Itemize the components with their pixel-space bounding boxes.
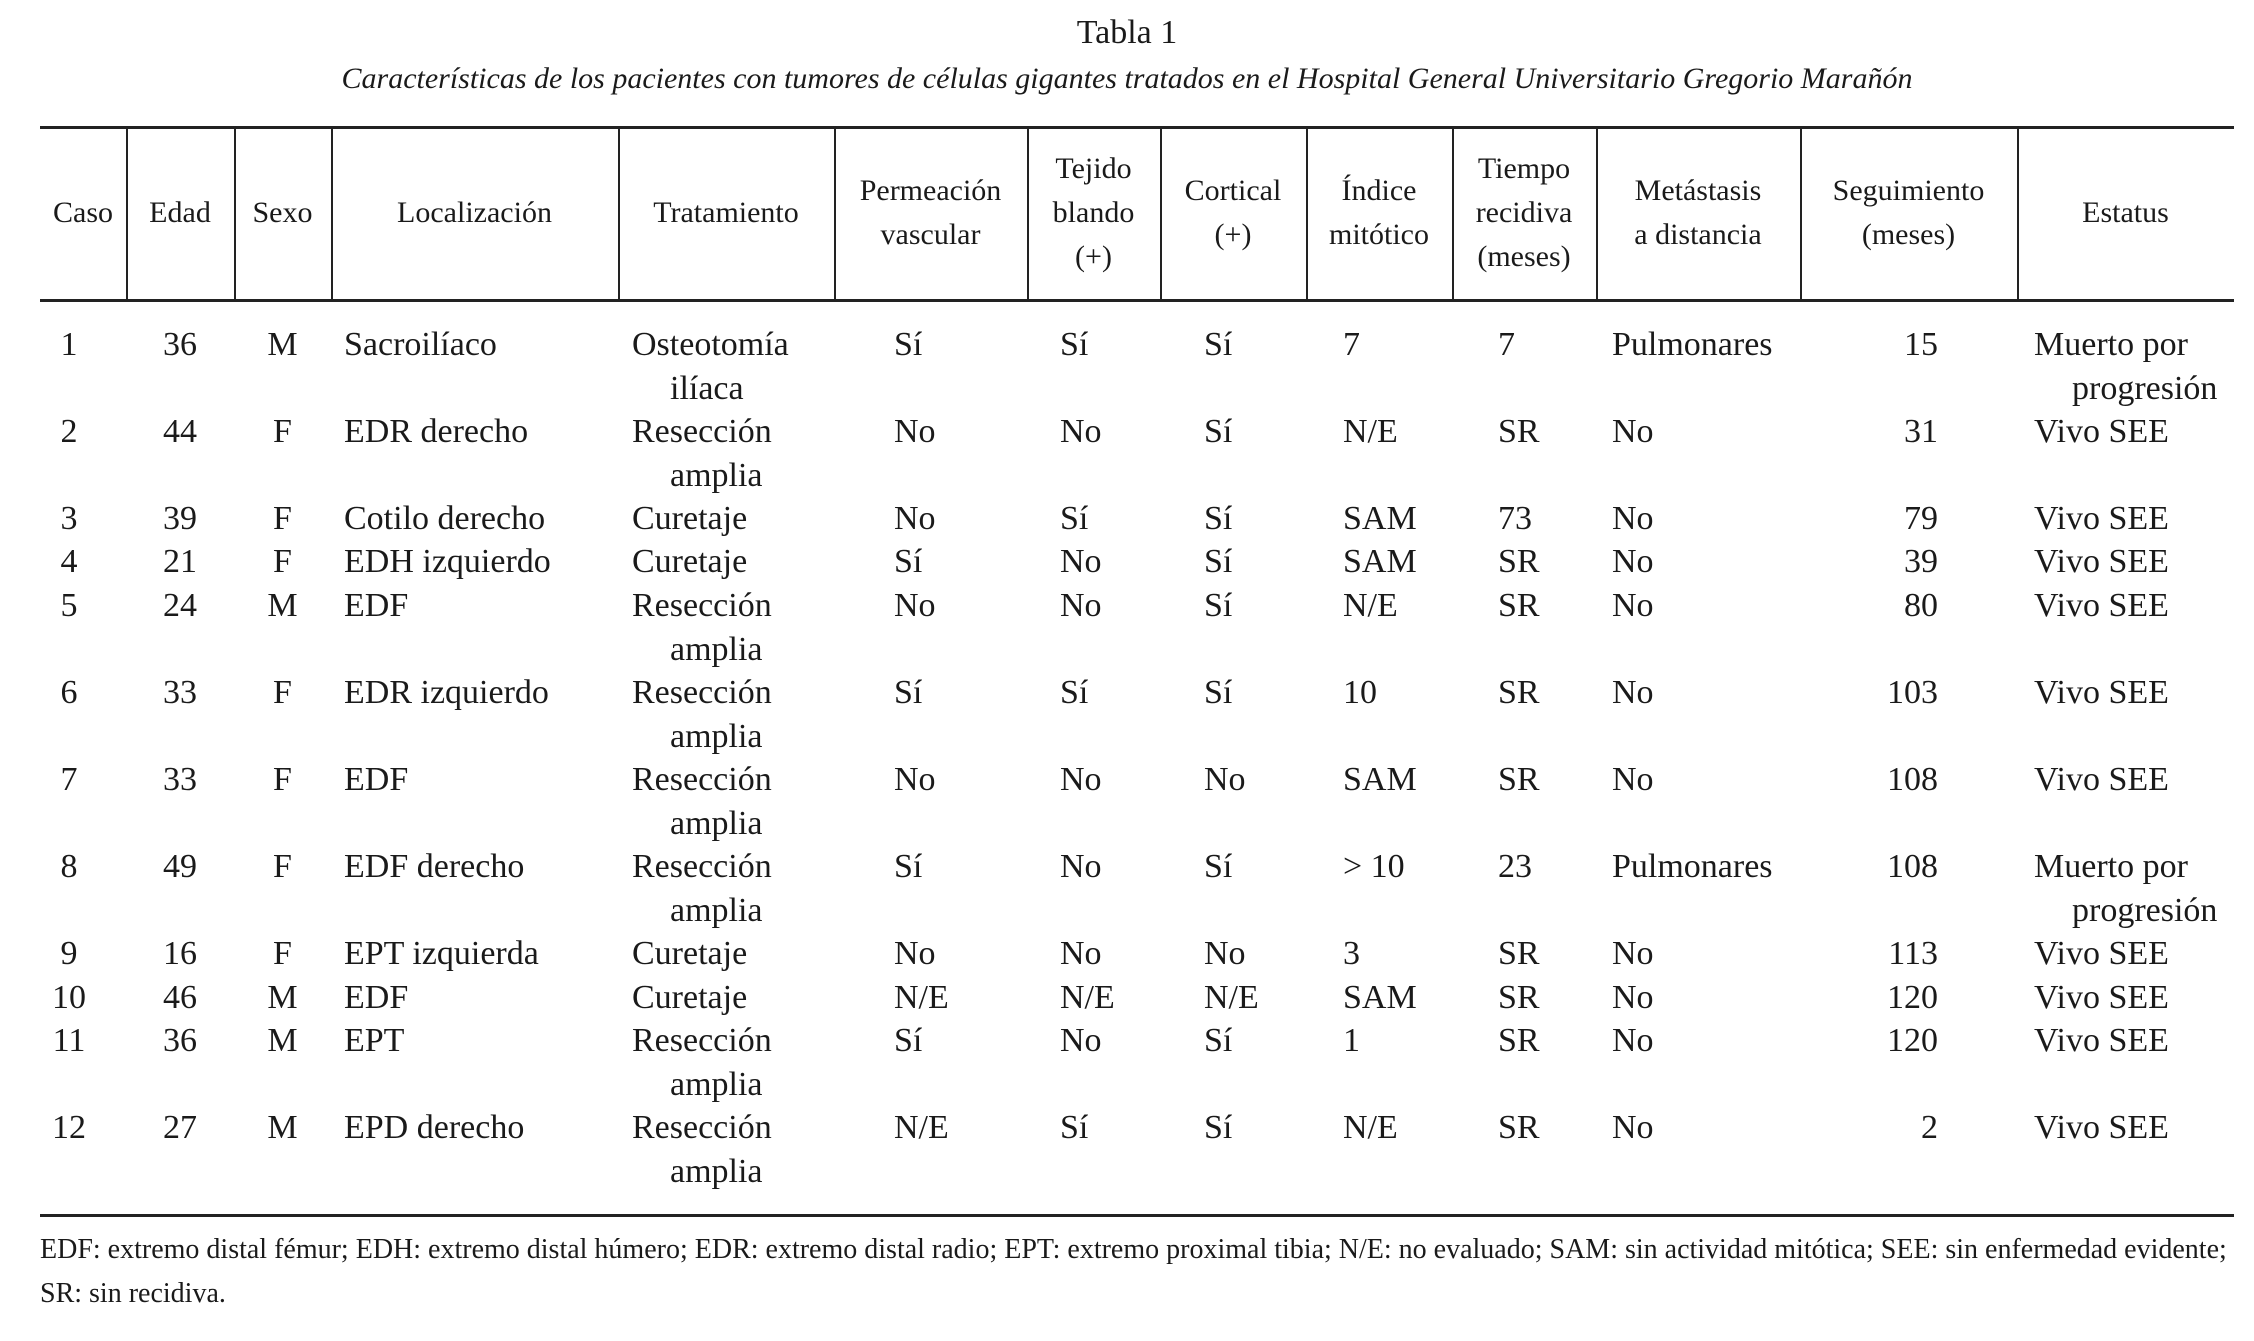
cell-estatus: Vivo SEE <box>2034 500 2169 537</box>
header-tiempo-recidiva: Tiempo recidiva (meses) <box>1475 152 1573 273</box>
cell-seguimiento: 113 <box>1888 935 1938 972</box>
cell-sexo: M <box>267 1109 298 1146</box>
header-caso: Caso <box>53 196 113 229</box>
cell-tratamiento: Curetaje <box>632 935 748 972</box>
cell-seguimiento: 108 <box>1887 848 1938 885</box>
cell-tiempo: 23 <box>1498 848 1532 885</box>
cell-cortical: Sí <box>1204 587 1233 624</box>
cell-tratamiento: Resección amplia <box>632 1109 772 1190</box>
cell-localizacion: EPD derecho <box>344 1109 525 1146</box>
cell-localizacion: EPT <box>344 1022 405 1059</box>
cell-tejido: No <box>1060 543 1102 580</box>
cell-seguimiento: 120 <box>1887 1022 1938 1059</box>
cell-permeacion: Sí <box>894 543 923 580</box>
header-tejido-blando: Tejido blando (+) <box>1052 152 1135 273</box>
cell-indice: SAM <box>1343 543 1417 580</box>
cell-cortical: Sí <box>1204 500 1233 537</box>
cell-seguimiento: 108 <box>1887 761 1938 798</box>
cell-tratamiento: Curetaje <box>632 979 748 1016</box>
cell-caso: 2 <box>60 413 78 450</box>
cell-cortical: N/E <box>1204 979 1259 1016</box>
cell-estatus: Vivo SEE <box>2034 761 2169 798</box>
cell-tiempo: SR <box>1498 413 1540 450</box>
cell-metastasis: No <box>1612 413 1654 450</box>
cell-metastasis: No <box>1612 674 1654 711</box>
header-estatus: Estatus <box>2082 196 2169 229</box>
cell-estatus: Vivo SEE <box>2034 413 2169 450</box>
cell-sexo: M <box>267 326 298 363</box>
cell-tratamiento: Curetaje <box>632 500 748 537</box>
cell-indice: 10 <box>1343 674 1377 711</box>
cell-caso: 9 <box>60 935 78 972</box>
cell-tejido: N/E <box>1060 979 1115 1016</box>
cell-metastasis: Pulmonares <box>1612 326 1773 363</box>
cell-tratamiento: Resección amplia <box>632 413 772 494</box>
cell-tiempo: SR <box>1498 1109 1540 1146</box>
cell-estatus: Vivo SEE <box>2034 587 2169 624</box>
cell-indice: 7 <box>1343 326 1360 363</box>
table-title: Tabla 1 <box>1076 14 1178 51</box>
cell-localizacion: EDF <box>344 761 409 798</box>
cell-metastasis: No <box>1612 979 1654 1016</box>
cell-cortical: Sí <box>1204 1109 1233 1146</box>
cell-tejido: No <box>1060 761 1102 798</box>
cell-cortical: Sí <box>1204 326 1233 363</box>
cell-tratamiento: Resección amplia <box>632 761 772 842</box>
cell-tejido: Sí <box>1060 674 1089 711</box>
cell-tiempo: SR <box>1498 935 1540 972</box>
cell-caso: 3 <box>60 500 78 537</box>
cell-tejido: No <box>1060 935 1102 972</box>
cell-estatus: Muerto por progresión <box>2034 848 2218 929</box>
cell-estatus: Vivo SEE <box>2034 1022 2169 1059</box>
cell-edad: 33 <box>163 674 197 711</box>
cell-edad: 44 <box>163 413 197 450</box>
cell-permeacion: No <box>894 500 936 537</box>
cell-localizacion: Sacroilíaco <box>344 326 497 363</box>
cell-permeacion: No <box>894 761 936 798</box>
cell-localizacion: EDF <box>344 979 409 1016</box>
cell-localizacion: EDR derecho <box>344 413 529 450</box>
cell-tejido: No <box>1060 587 1102 624</box>
cell-seguimiento: 31 <box>1904 413 1938 450</box>
cell-edad: 36 <box>163 1022 197 1059</box>
cell-permeacion: Sí <box>894 1022 923 1059</box>
cell-cortical: Sí <box>1204 543 1233 580</box>
cell-tejido: Sí <box>1060 1109 1089 1146</box>
cell-indice: SAM <box>1343 761 1417 798</box>
cell-permeacion: Sí <box>894 326 923 363</box>
cell-estatus: Vivo SEE <box>2034 979 2169 1016</box>
cell-edad: 24 <box>163 587 197 624</box>
cell-caso: 7 <box>60 761 78 798</box>
cell-estatus: Vivo SEE <box>2034 1109 2169 1146</box>
cell-sexo: M <box>267 1022 298 1059</box>
cell-cortical: Sí <box>1204 413 1233 450</box>
header-localizacion: Localización <box>397 196 552 229</box>
table-footnote: EDF: extremo distal fémur; EDH: extremo distal húmero; EDR: extremo distal radio; EPT: extremo proximal tibia; N/E: no evaluado; SAM: sin actividad mitótica; SEE: sin enfermedad evidente; SR: sin recidiva. <box>40 1234 2227 1309</box>
header-sexo: Sexo <box>252 196 313 229</box>
cell-tratamiento: Curetaje <box>632 543 748 580</box>
header-permeacion-vascular: Permeación vascular <box>859 174 1002 251</box>
cell-seguimiento: 103 <box>1887 674 1938 711</box>
cell-tratamiento: Osteotomía ilíaca <box>632 326 789 407</box>
cell-metastasis: No <box>1612 587 1654 624</box>
cell-tiempo: SR <box>1498 674 1540 711</box>
cell-tratamiento: Resección amplia <box>632 1022 772 1103</box>
cell-indice: N/E <box>1343 587 1398 624</box>
cell-tejido: No <box>1060 413 1102 450</box>
cell-tiempo: 7 <box>1498 326 1515 363</box>
cell-tratamiento: Resección amplia <box>632 674 772 755</box>
cell-permeacion: No <box>894 413 936 450</box>
cell-tiempo: SR <box>1498 979 1540 1016</box>
cell-seguimiento: 120 <box>1887 979 1938 1016</box>
cell-sexo: F <box>273 848 292 885</box>
bottom-rule <box>40 1214 2234 1217</box>
cell-indice: 1 <box>1343 1022 1360 1059</box>
header-cortical: Cortical (+) <box>1184 174 1282 251</box>
cell-tiempo: 73 <box>1498 500 1532 537</box>
cell-localizacion: EDF derecho <box>344 848 525 885</box>
cell-caso: 4 <box>60 543 78 580</box>
cell-seguimiento: 15 <box>1904 326 1938 363</box>
cell-tejido: Sí <box>1060 326 1089 363</box>
cell-sexo: F <box>273 500 292 537</box>
cell-edad: 36 <box>163 326 197 363</box>
cell-edad: 49 <box>163 848 197 885</box>
cell-metastasis: No <box>1612 761 1654 798</box>
cell-sexo: F <box>273 413 292 450</box>
cell-caso: 1 <box>60 326 78 363</box>
cell-tejido: Sí <box>1060 500 1089 537</box>
cell-localizacion: Cotilo derecho <box>344 500 546 537</box>
cell-edad: 46 <box>163 979 197 1016</box>
cell-tiempo: SR <box>1498 761 1540 798</box>
cell-permeacion: N/E <box>894 1109 949 1146</box>
header-tratamiento: Tratamiento <box>653 196 799 229</box>
header-metastasis: Metástasis a distancia <box>1634 174 1762 251</box>
cell-localizacion: EDH izquierdo <box>344 543 551 580</box>
cell-tratamiento: Resección amplia <box>632 587 772 668</box>
cell-edad: 21 <box>163 543 197 580</box>
cell-cortical: Sí <box>1204 1022 1233 1059</box>
cell-permeacion: N/E <box>894 979 949 1016</box>
cell-metastasis: Pulmonares <box>1612 848 1773 885</box>
cell-estatus: Vivo SEE <box>2034 543 2169 580</box>
cell-metastasis: No <box>1612 543 1654 580</box>
cell-metastasis: No <box>1612 935 1654 972</box>
table-subtitle: Características de los pacientes con tumores de células gigantes tratados en el Hospital General Universitario Gregorio Marañón <box>341 62 1913 95</box>
cell-caso: 10 <box>52 979 86 1016</box>
cell-metastasis: No <box>1612 1109 1654 1146</box>
cell-caso: 6 <box>60 674 78 711</box>
cell-estatus: Muerto por progresión <box>2034 326 2218 407</box>
cell-permeacion: Sí <box>894 674 923 711</box>
cell-edad: 27 <box>163 1109 197 1146</box>
cell-sexo: M <box>267 587 298 624</box>
cell-sexo: F <box>273 674 292 711</box>
cell-permeacion: No <box>894 935 936 972</box>
cell-seguimiento: 79 <box>1904 500 1938 537</box>
header-edad: Edad <box>149 196 211 229</box>
cell-indice: N/E <box>1343 413 1398 450</box>
cell-tiempo: SR <box>1498 587 1540 624</box>
cell-tejido: No <box>1060 848 1102 885</box>
cell-estatus: Vivo SEE <box>2034 935 2169 972</box>
cell-sexo: F <box>273 543 292 580</box>
cell-sexo: F <box>273 761 292 798</box>
cell-cortical: No <box>1204 761 1246 798</box>
header-rule <box>40 299 2234 302</box>
header-indice-mitotico: Índice mitótico <box>1329 174 1429 251</box>
cell-tiempo: SR <box>1498 543 1540 580</box>
header-seguimiento: Seguimiento (meses) <box>1832 174 1985 251</box>
cell-permeacion: Sí <box>894 848 923 885</box>
cell-tejido: No <box>1060 1022 1102 1059</box>
cell-indice: > 10 <box>1343 848 1405 885</box>
cell-tratamiento: Resección amplia <box>632 848 772 929</box>
cell-cortical: No <box>1204 935 1246 972</box>
cell-edad: 33 <box>163 761 197 798</box>
cell-cortical: Sí <box>1204 848 1233 885</box>
cell-caso: 11 <box>52 1022 86 1059</box>
cell-edad: 16 <box>163 935 197 972</box>
cell-caso: 5 <box>60 587 78 624</box>
cell-seguimiento: 39 <box>1904 543 1938 580</box>
cell-localizacion: EDR izquierdo <box>344 674 549 711</box>
cell-caso: 12 <box>52 1109 86 1146</box>
cell-indice: N/E <box>1343 1109 1398 1146</box>
cell-edad: 39 <box>163 500 197 537</box>
cell-estatus: Vivo SEE <box>2034 674 2169 711</box>
cell-tiempo: SR <box>1498 1022 1540 1059</box>
cell-metastasis: No <box>1612 1022 1654 1059</box>
cell-sexo: M <box>267 979 298 1016</box>
cell-seguimiento: 80 <box>1904 587 1938 624</box>
cell-indice: 3 <box>1343 935 1360 972</box>
cell-metastasis: No <box>1612 500 1654 537</box>
cell-indice: SAM <box>1343 500 1417 537</box>
cell-cortical: Sí <box>1204 674 1233 711</box>
cell-caso: 8 <box>60 848 78 885</box>
cell-localizacion: EPT izquierda <box>344 935 539 972</box>
cell-seguimiento: 2 <box>1921 1109 1938 1146</box>
cell-localizacion: EDF <box>344 587 409 624</box>
cell-permeacion: No <box>894 587 936 624</box>
cell-sexo: F <box>273 935 292 972</box>
cell-indice: SAM <box>1343 979 1417 1016</box>
